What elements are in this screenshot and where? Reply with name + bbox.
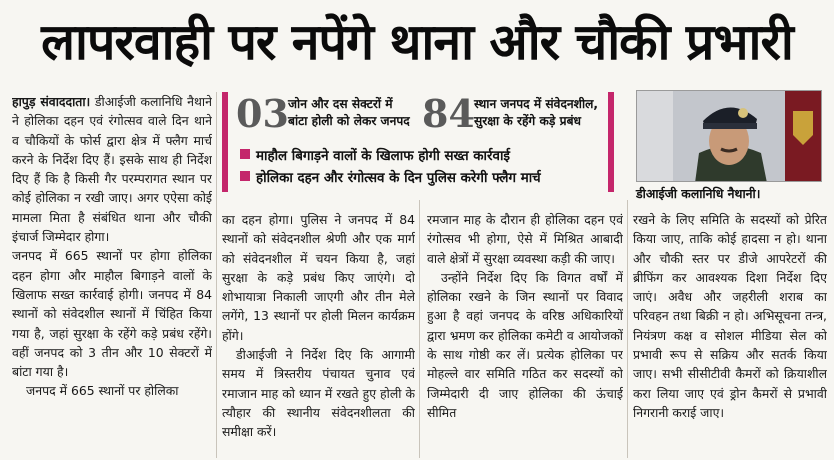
article-column-1 xyxy=(12,92,212,458)
square-bullet-icon xyxy=(240,171,250,181)
highlight-bullet xyxy=(240,148,510,166)
article-paragraph: रखने के लिए समिति के सदस्यों को प्रेरित किया जाए, ताकि कोई हादसा न हो। थाना और चौकी स्तर पर डीजे आपरेटरों की ब्रीफिंग कर आवश्यक दिशा निर्देश दिए जाएं। अवैध और जहरीली शराब का परिवहन तथा बिक्री न हो। अभिसूचना तन्त्र, नियंत्रण कक्ष व सोशल मीडिया सेल को प्रभावी रूप से सक्रिय और सतर्क किया जाए। सभी सीसीटीवी कैमरों को क्रियाशील करा लिया जाए एवं ड्रोन कैमरों से प्रभावी निगरानी कराई जाए। xyxy=(633,212,827,420)
highlight-bullet-text: माहौल बिगाड़ने वालों के खिलाफ होगी सख्त कार्रवाई xyxy=(256,149,510,164)
article-paragraph: डीआईजी कलानिधि नैथाने ने होलिका दहन एवं रंगोत्सव वाले दिन थाने व चौकियों के फोर्स द्वारा क्षेत्र में फ्लैग मार्च करने के निर्देश दिए हैं। इसके साथ ही निर्देश दिए हैं कि है किसी गैर परम्परागत स्थान पर कोई होलिका न रखी जाए। अगर एऐसा कोई मामला मिता है संबंधित थाना और चौकी इंचार्ज जिम्मेदार होगा। xyxy=(12,94,212,245)
stat-text-sensitive xyxy=(474,96,598,130)
stat-text-line: सुरक्षा के रहेंगे कड़े प्रबंध xyxy=(474,114,582,128)
article-column-3 xyxy=(427,210,623,458)
stat-number-sensitive: 84 xyxy=(422,91,475,136)
photo-caption: डीआईजी कलानिधि नैथानी। xyxy=(636,186,761,201)
article-paragraph: रमजान माह के दौरान ही होलिका दहन एवं रंगोत्सव भी होगा, ऐसे में मिश्रित आबादी वाले क्षेत्रों में सुरक्षा व्यवस्था कड़ी की जाए। xyxy=(427,212,623,266)
stat-number-zones: 03 xyxy=(236,91,289,136)
headline: लापरवाही पर नपेंगे थाना और चौकी प्रभारी xyxy=(41,13,793,71)
article-paragraph: जनपद में 665 स्थानों पर होगा होलिका दहन होगा और माहौल बिगाड़ने वालों के खिलाफ सख्त कार्रवाई होगी। जनपद में 84 स्थानों को संवेदशील स्थानों में चिंहित किया गया है, जहां सुरक्षा के रहेंगे कड़े प्रबंध रहेंगे। वहीं जनपद को 3 तीन और 10 सेक्टरों में बांटा गया है। xyxy=(12,248,212,380)
column-divider xyxy=(216,92,217,458)
stat-text-line: स्थान जनपद में संवेदनशील, xyxy=(474,97,599,111)
article-column-2 xyxy=(222,210,415,458)
accent-bar-left xyxy=(222,92,228,192)
highlight-bullet xyxy=(240,170,541,188)
column-divider xyxy=(419,200,420,458)
highlights-box xyxy=(222,90,614,194)
byline: हापुड़ संवाददाता। xyxy=(12,94,91,109)
article-paragraph: जनपद में 665 स्थानों पर होलिका xyxy=(26,383,179,399)
article-paragraph: डीआईजी ने निर्देश दिए कि आगामी समय में त्रिस्तरीय पंचायत चुनाव एवं रमाजान माह को ध्यान में रखते हुए होली के त्यौहार की स्थानीय संवेदनशीलता की समीक्षा करें। xyxy=(222,347,415,440)
portrait-illustration xyxy=(637,91,822,182)
highlight-bullet-text: होलिका दहन और रंगोत्सव के दिन पुलिस करेगी फ्लैग मार्च xyxy=(256,171,541,186)
article-paragraph: उन्होंने निर्देश दिए कि विगत वर्षों में होलिका रखने के जिन स्थानों पर विवाद हुआ है वहां जनपद के वरिष्ठ अधिकारियों द्वारा भ्रमण कर होलिका कमेटी व आयोजकों के साथ गोष्ठी कर लें। प्रत्येक होलिका पर मोहल्ले वार समिति गठित कर सदस्यों को जिम्मेदारी दी जाए होलिका की ऊंचाई सीमित xyxy=(427,269,623,420)
article-column-4 xyxy=(633,210,827,458)
stat-text-line: बांटा होली को लेकर जनपद xyxy=(288,114,410,128)
dig-portrait-photo xyxy=(636,90,822,182)
square-bullet-icon xyxy=(240,149,250,159)
stat-text-line: जोन और दस सेक्टरों में xyxy=(288,97,393,111)
column-divider xyxy=(627,200,628,458)
accent-bar-right xyxy=(608,92,614,192)
stat-text-zones xyxy=(288,96,410,130)
article-paragraph: का दहन होगा। पुलिस ने जनपद में 84 स्थानों को संवेदनशील श्रेणी और एक मार्ग को संवेदनशील में चयन किया है, जहां सुरक्षा के कड़े प्रबंध किए जाएंगे। दो शोभायात्रा निकाली जाएगी और तीन मेले लगेंगे, 13 स्थानों पर होली मिलन कार्यक्रम होंगे। xyxy=(222,212,415,343)
